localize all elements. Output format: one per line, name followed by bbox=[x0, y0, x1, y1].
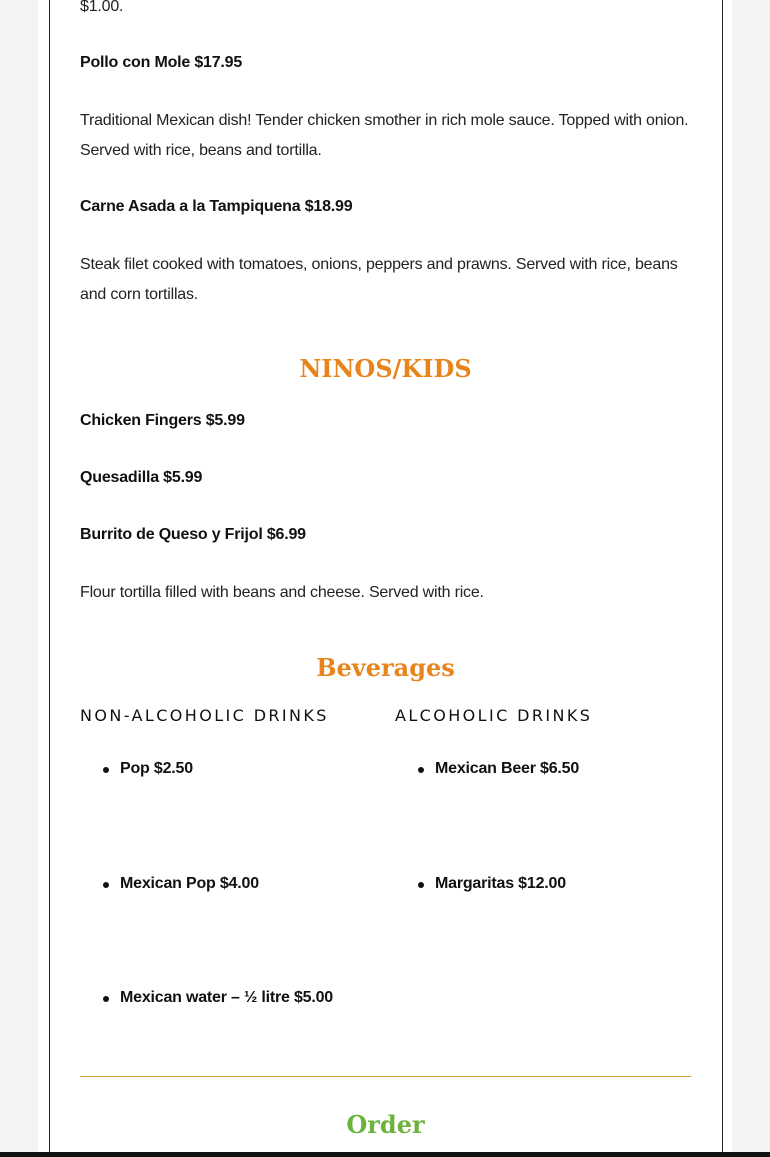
drink-item: Mexican water – ½ litre $5.00 bbox=[120, 989, 333, 1006]
menu-item-description: Steak filet cooked with tomatoes, onions, peppers and prawns. Served with rice, beans and corn tortillas. bbox=[80, 256, 678, 303]
kids-item-title: Burrito de Queso y Frijol $6.99 bbox=[80, 526, 306, 543]
menu-item-title: Pollo con Mole $17.95 bbox=[80, 54, 243, 71]
section-divider bbox=[80, 1076, 691, 1077]
menu-item-title: Carne Asada a la Tampiquena $18.99 bbox=[80, 198, 353, 215]
bullet-icon bbox=[103, 767, 109, 773]
order-section-heading: Order bbox=[346, 1110, 425, 1139]
kids-section-heading: NINOS/KIDS bbox=[299, 354, 472, 383]
menu-card bbox=[49, 0, 723, 1153]
drink-item: Mexican Pop $4.00 bbox=[120, 875, 259, 892]
previous-item-text: $1.00. bbox=[80, 0, 124, 15]
bullet-icon bbox=[418, 767, 424, 773]
drink-item: Pop $2.50 bbox=[120, 760, 193, 777]
drink-item: Mexican Beer $6.50 bbox=[435, 760, 580, 777]
alcoholic-drinks-title: ALCOHOLIC DRINKS bbox=[395, 706, 593, 725]
kids-item-title: Quesadilla $5.99 bbox=[80, 469, 203, 486]
non-alcoholic-drinks-title: NON-ALCOHOLIC DRINKS bbox=[80, 706, 329, 725]
kids-item-description: Flour tortilla filled with beans and cheese. Served with rice. bbox=[80, 584, 484, 601]
drink-item: Margaritas $12.00 bbox=[435, 875, 566, 892]
bullet-icon bbox=[103, 882, 109, 888]
beverages-section-heading: Beverages bbox=[316, 653, 455, 682]
bottom-edge-bar bbox=[0, 1152, 770, 1157]
bullet-icon bbox=[418, 882, 424, 888]
kids-item-title: Chicken Fingers $5.99 bbox=[80, 412, 245, 429]
menu-item-description: Traditional Mexican dish! Tender chicken smother in rich mole sauce. Topped with onion. Served with rice, beans and tortilla. bbox=[80, 112, 689, 159]
bullet-icon bbox=[103, 996, 109, 1002]
